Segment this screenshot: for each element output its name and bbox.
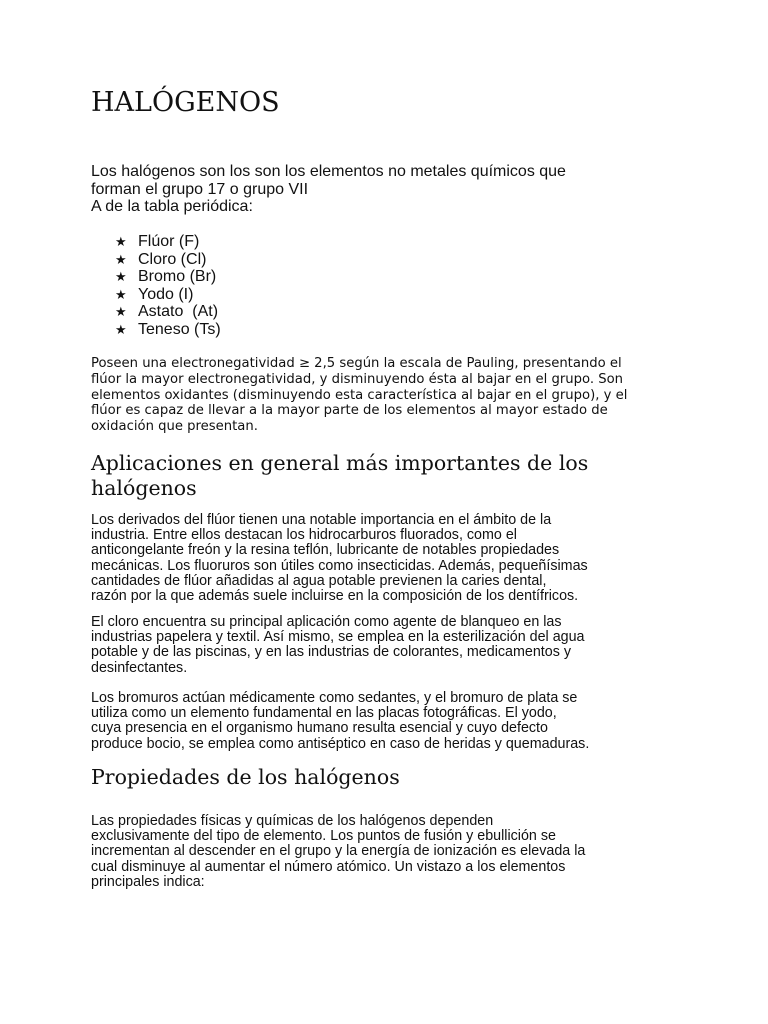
paragraph-line: razón por la que además suele incluirse en la composición de los dentífricos. [91,588,579,605]
paragraph-line: Los derivados del flúor tienen una notable importancia en el ámbito de la [91,512,552,528]
paragraph-line: cantidades de flúor añadidas al agua potable previenen la caries dental, [91,572,547,589]
paragraph-line: utiliza como un elemento fundamental en las placas fotográficas. El yodo, [91,705,557,722]
list-item [115,303,221,321]
paragraph-line: potable y de las piscinas, y en las industrias de colorantes, medicamentos y [91,644,571,661]
paragraph-line: produce bocio, se emplea como antiséptico en caso de heridas y quemaduras. [91,735,590,752]
heading-line: halógenos [91,475,197,500]
paragraph-line: Las propiedades físicas y químicas de los halógenos dependen [91,813,494,829]
paragraph-line: elementos oxidantes (disminuyendo esta característica al bajar en el grupo), y el [91,387,628,403]
paragraph-line: industrias papelera y textil. Así mismo, se emplea en la esterilización del agua [91,629,585,646]
properties-heading [91,765,400,790]
paragraph-line: desinfectantes. [91,659,188,676]
intro-line: forman el grupo 17 o grupo VII [91,180,309,198]
list-item [115,286,221,304]
star-icon: ★ [115,321,127,337]
list-item-label: Yodo (I) [138,285,194,303]
star-icon: ★ [115,269,127,285]
star-icon: ★ [115,304,127,320]
paragraph-line: anticongelante freón y la resina teflón, lubricante de notables propiedades [91,542,560,559]
paragraph-line: oxidación que presentan. [91,419,258,435]
intro-paragraph [91,163,681,216]
list-item [115,251,221,269]
intro-line: Los halógenos son los son los elementos no metales químicos que [91,163,566,180]
paragraph-line: Los bromuros actúan médicamente como sedantes, y el bromuro de plata se [91,690,578,706]
star-icon: ★ [115,234,127,249]
heading-line: Aplicaciones en general más importantes de los [91,451,589,475]
paragraph-line: principales indica: [91,873,205,890]
bromide-iodine-applications-paragraph [91,691,691,752]
list-item [115,233,221,251]
list-item-label: Astato (At) [138,303,219,321]
halogen-list [115,233,221,339]
list-item-label: Bromo (Br) [138,268,217,286]
applications-heading [91,451,588,500]
list-item [115,321,221,339]
paragraph-line: flúor es capaz de llevar a la mayor parte de los elementos al mayor estado de [91,403,608,419]
list-item-label: Teneso (Ts) [138,320,221,338]
paragraph-line: exclusivamente del tipo de elemento. Los puntos de fusión y ebullición se [91,828,556,845]
page-title: HALÓGENOS [91,87,280,118]
paragraph-line: El cloro encuentra su principal aplicación como agente de blanqueo en las [91,614,562,630]
star-icon: ★ [115,286,127,302]
list-item [115,268,221,286]
electronegativity-paragraph [91,356,681,435]
chlorine-applications-paragraph [91,615,691,676]
properties-paragraph [91,814,691,890]
heading-line: Propiedades de los halógenos [91,765,400,789]
paragraph-line: cuya presencia en el organismo humano resulta esencial y cuyo defecto [91,720,548,737]
paragraph-line: cual disminuye al aumentar el número atómico. Un vistazo a los elementos [91,858,566,875]
paragraph-line: flúor la mayor electronegatividad, y disminuyendo ésta al bajar en el grupo. Son [91,371,624,387]
intro-line: A de la tabla periódica: [91,198,253,215]
paragraph-line: Poseen una electronegatividad ≥ 2,5 según la escala de Pauling, presentando el [91,356,622,371]
star-icon: ★ [115,251,127,267]
paragraph-line: mecánicas. Los fluoruros son útiles como insecticidas. Además, pequeñísimas [91,557,588,574]
fluorine-applications-paragraph [91,513,691,604]
paragraph-line: incrementan al descender en el grupo y la energía de ionización es elevada la [91,843,586,860]
paragraph-line: industria. Entre ellos destacan los hidrocarburos fluorados, como el [91,527,517,544]
list-item-label: Cloro (Cl) [138,250,207,268]
list-item-label: Flúor (F) [138,233,200,250]
